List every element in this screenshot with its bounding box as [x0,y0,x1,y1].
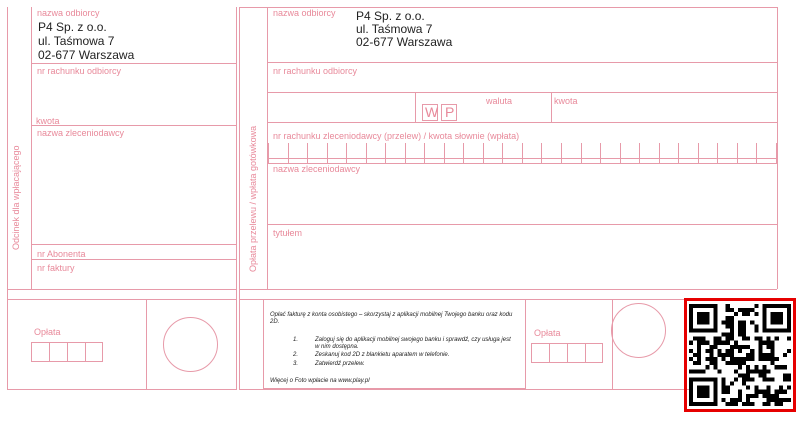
stub-fee-cells [31,342,103,362]
qr-code-icon [689,303,791,407]
main-recipient-line-3: 02-677 Warszawa [356,35,453,49]
stub-fee-label: Opłata [34,327,61,337]
main-stamp-circle [611,303,666,358]
main-recipient-line-2: ul. Taśmowa 7 [356,22,433,36]
main-payer-label: nazwa zleceniodawcy [273,164,361,174]
stub-payer-label: nazwa zleceniodawcy [37,128,125,138]
main-recipient-label: nazwa odbiorcy [273,8,336,18]
main-fee-cells [531,343,603,363]
main-payer-account-label: nr rachunku zleceniodawcy (przelew) / kwota słownie (wpłata) [273,131,520,141]
main-account-label: nr rachunku odbiorcy [273,66,358,76]
stub-amount-label: kwota [36,116,60,126]
instructions-footer: Więcej o Foto wpłacie na www.play.pl [270,378,370,384]
left-stub [0,0,238,392]
instruction-step-3-text: Zatwierdź przelew. [315,361,365,367]
left-stub-side-label: Odcinek dla wpłacającego [11,145,21,250]
account-digit-boxes [268,143,777,163]
wp-letter-w: W [425,104,439,120]
instruction-step-1-num: 1. [293,337,299,343]
stub-recipient-line-3: 02-677 Warszawa [38,48,135,62]
stub-account-label: nr rachunku odbiorcy [37,66,122,76]
wp-letter-p: P [445,104,455,120]
main-title-label: tytułem [273,228,303,238]
instruction-step-2-num: 2. [293,352,299,358]
stub-recipient-line-2: ul. Taśmowa 7 [38,34,115,48]
stub-recipient-line-1: P4 Sp. z o.o. [38,20,107,34]
instructions-intro: Opłać fakturę z konta osobistego – skorzystaj z aplikacji mobilnej Twojego banku oraz kodu 2D. [270,312,513,325]
stub-recipient-label: nazwa odbiorcy [37,8,100,18]
main-side-label: Opłata przelewu / wpłata gotówkowa [248,125,258,272]
stub-stamp-circle [163,317,218,372]
instruction-step-3-num: 3. [293,361,299,367]
main-fee-label: Opłata [534,328,561,338]
main-amount-label: kwota [554,96,578,106]
stub-subscriber-label: nr Abonenta [37,249,86,259]
instruction-step-1-text: Zaloguj się do aplikacji mobilnej swojego banku i sprawdź, czy usługa jest w nim dostępna. [315,337,511,350]
qr-code-frame [684,298,796,412]
main-recipient-line-1: P4 Sp. z o.o. [356,9,425,23]
instruction-step-2-text: Zeskanuj kod 2D z blankietu aparatem w telefonie. [315,352,450,358]
stub-invoice-label: nr faktury [37,263,75,273]
main-currency-label: waluta [486,96,513,106]
